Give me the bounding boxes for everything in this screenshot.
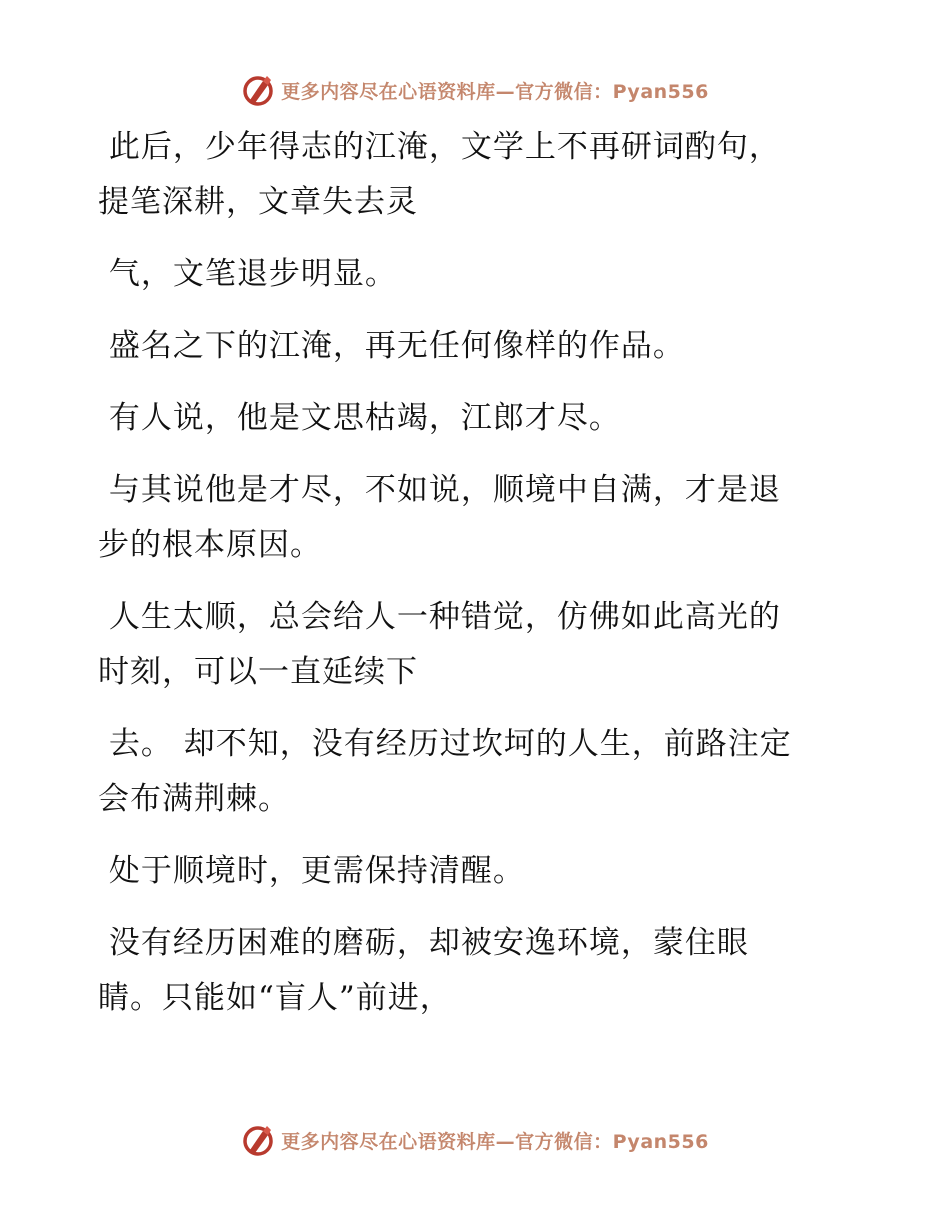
header-watermark-banner — [0, 70, 950, 110]
paragraph: 此后，少年得志的江淹，文学上不再研词酌句， 提笔深耕，文章失去灵 — [98, 129, 781, 220]
banner-inner — [241, 73, 709, 107]
banner-text: 更多内容尽在心语资料库—官方微信：Pyan556 — [281, 1130, 709, 1153]
paragraph: 去。 却不知，没有经历过坎坷的人生，前路注定 会布满荆棘。 — [98, 726, 792, 817]
pen-nib-circle-icon — [241, 1123, 275, 1157]
footer-watermark-banner — [0, 1120, 950, 1160]
paragraph: 处于顺境时，更需保持清醒。 — [98, 853, 525, 889]
paragraph: 气，文笔退步明显。 — [98, 256, 397, 292]
paragraph: 与其说他是才尽，不如说，顺境中自满，才是退 步的根本原因。 — [98, 472, 781, 563]
paragraph: 没有经历困难的磨砺，却被安逸环境，蒙住眼 睛。只能如“盲人”前进， — [98, 925, 749, 1016]
paragraph: 有人说，他是文思枯竭，江郎才尽。 — [98, 400, 621, 436]
banner-text: 更多内容尽在心语资料库—官方微信：Pyan556 — [281, 80, 709, 103]
pen-nib-circle-icon — [241, 73, 275, 107]
document-body — [98, 120, 858, 1026]
paragraph: 人生太顺，总会给人一种错觉，仿佛如此高光的 时刻，可以一直延续下 — [98, 599, 781, 690]
banner-inner — [241, 1123, 709, 1157]
paragraph: 盛名之下的江淹，再无任何像样的作品。 — [98, 328, 685, 364]
